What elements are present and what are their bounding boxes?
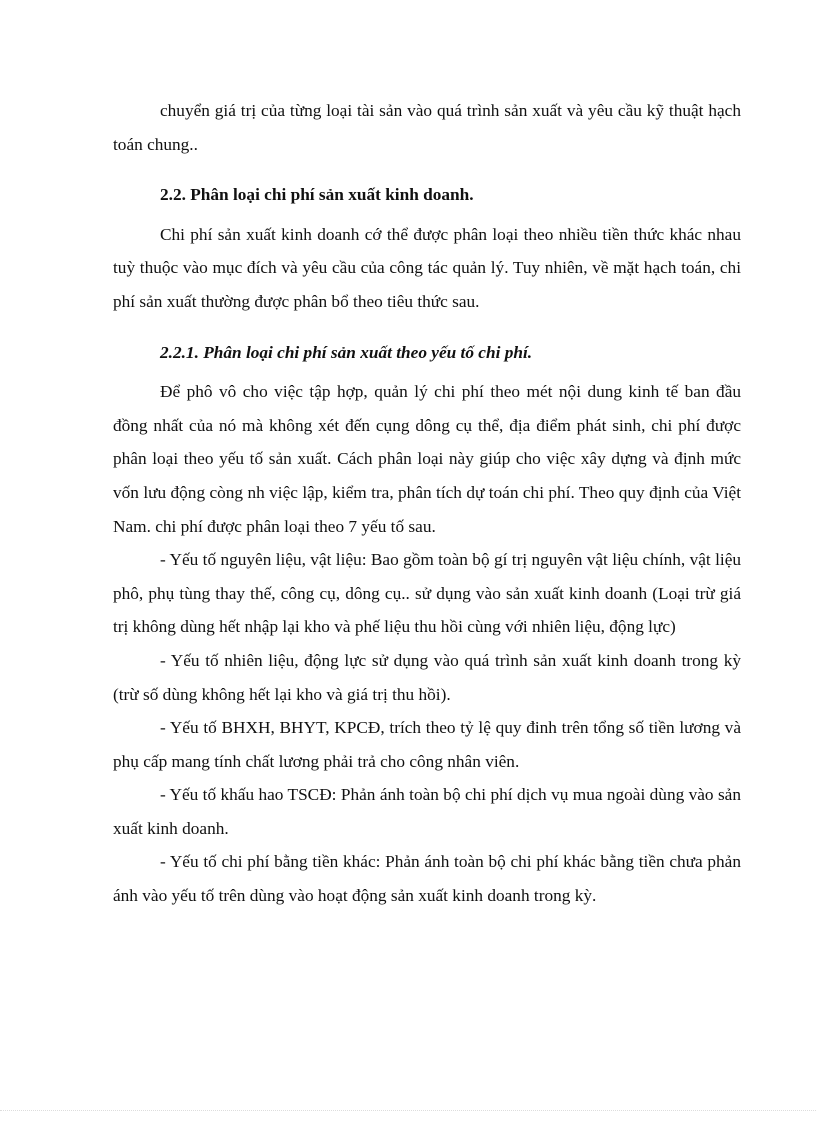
paragraph-continued: chuyển giá trị của từng loại tài sản vào quá trình sản xuất và yêu cầu kỹ thuật hạch toán chung..: [113, 101, 741, 154]
list-item-materials: - Yếu tố nguyên liệu, vật liệu: Bao gồm toàn bộ gí trị nguyên vật liệu chính, vật liệu phô, phụ tùng thay thế, công cụ, dông cụ.. sử dụng vào sản xuất kinh doanh (Loại trừ giá trị không dùng hết nhập lại kho và phế liệu thu hồi cùng với nhiên liệu, động lực): [113, 550, 741, 637]
list-item-insurance: - Yếu tố BHXH, BHYT, KPCĐ, trích theo tỷ lệ quy đinh trên tổng số tiền lương và phụ cấp mang tính chất lương phải trả cho công nhân viên.: [113, 718, 741, 771]
list-item-other-cash: - Yếu tố chi phí bằng tiền khác: Phản ánh toàn bộ chi phí khác bằng tiền chưa phản ánh vào yếu tố trên dùng vào hoạt động sản xuất kinh doanh trong kỳ.: [113, 852, 741, 906]
list-item-depreciation: - Yếu tố khấu hao TSCĐ: Phản ánh toàn bộ chi phí dịch vụ mua ngoài dùng vào sản xuất kinh doanh.: [113, 785, 741, 838]
section-heading-2-2-1: 2.2.1. Phân loại chi phí sản xuất theo yếu tố chi phí.: [160, 342, 533, 362]
paragraph-intro: Chi phí sản xuất kinh doanh cớ thể được phân loại theo nhiều tiền thức khác nhau tuỳ thuộc vào mục đích và yêu cầu của công tác quản lý. Tuy nhiên, về mặt hạch toán, chi phí sản xuất thường được phân bổ theo tiêu thức sau.: [113, 224, 741, 311]
document-body: [113, 94, 741, 913]
list-item-fuel: - Yếu tố nhiên liệu, động lực sử dụng vào quá trình sản xuất kinh doanh trong kỳ (trừ số dùng không hết lại kho và giá trị thu hồi).: [113, 650, 741, 704]
page-bottom-divider: [0, 1110, 816, 1111]
paragraph-purpose: Để phô vô cho việc tập hợp, quản lý chi phí theo mét nội dung kinh tế ban đầu đồng nhất của nó mà không xét đến cụng dông cụ thể, địa điểm phát sinh, chi phí được phân loại theo yếu tố sản xuất. Cách phân loại này giúp cho việc xây dựng và định mức vốn lưu động còng nh việc lập, kiểm tra, phân tích dự toán chi phí. Theo quy định của Việt Nam. chi phí được phân loại theo 7 yếu tố sau.: [113, 382, 741, 536]
section-heading-2-2: 2.2. Phân loại chi phí sản xuất kinh doanh.: [160, 185, 474, 205]
